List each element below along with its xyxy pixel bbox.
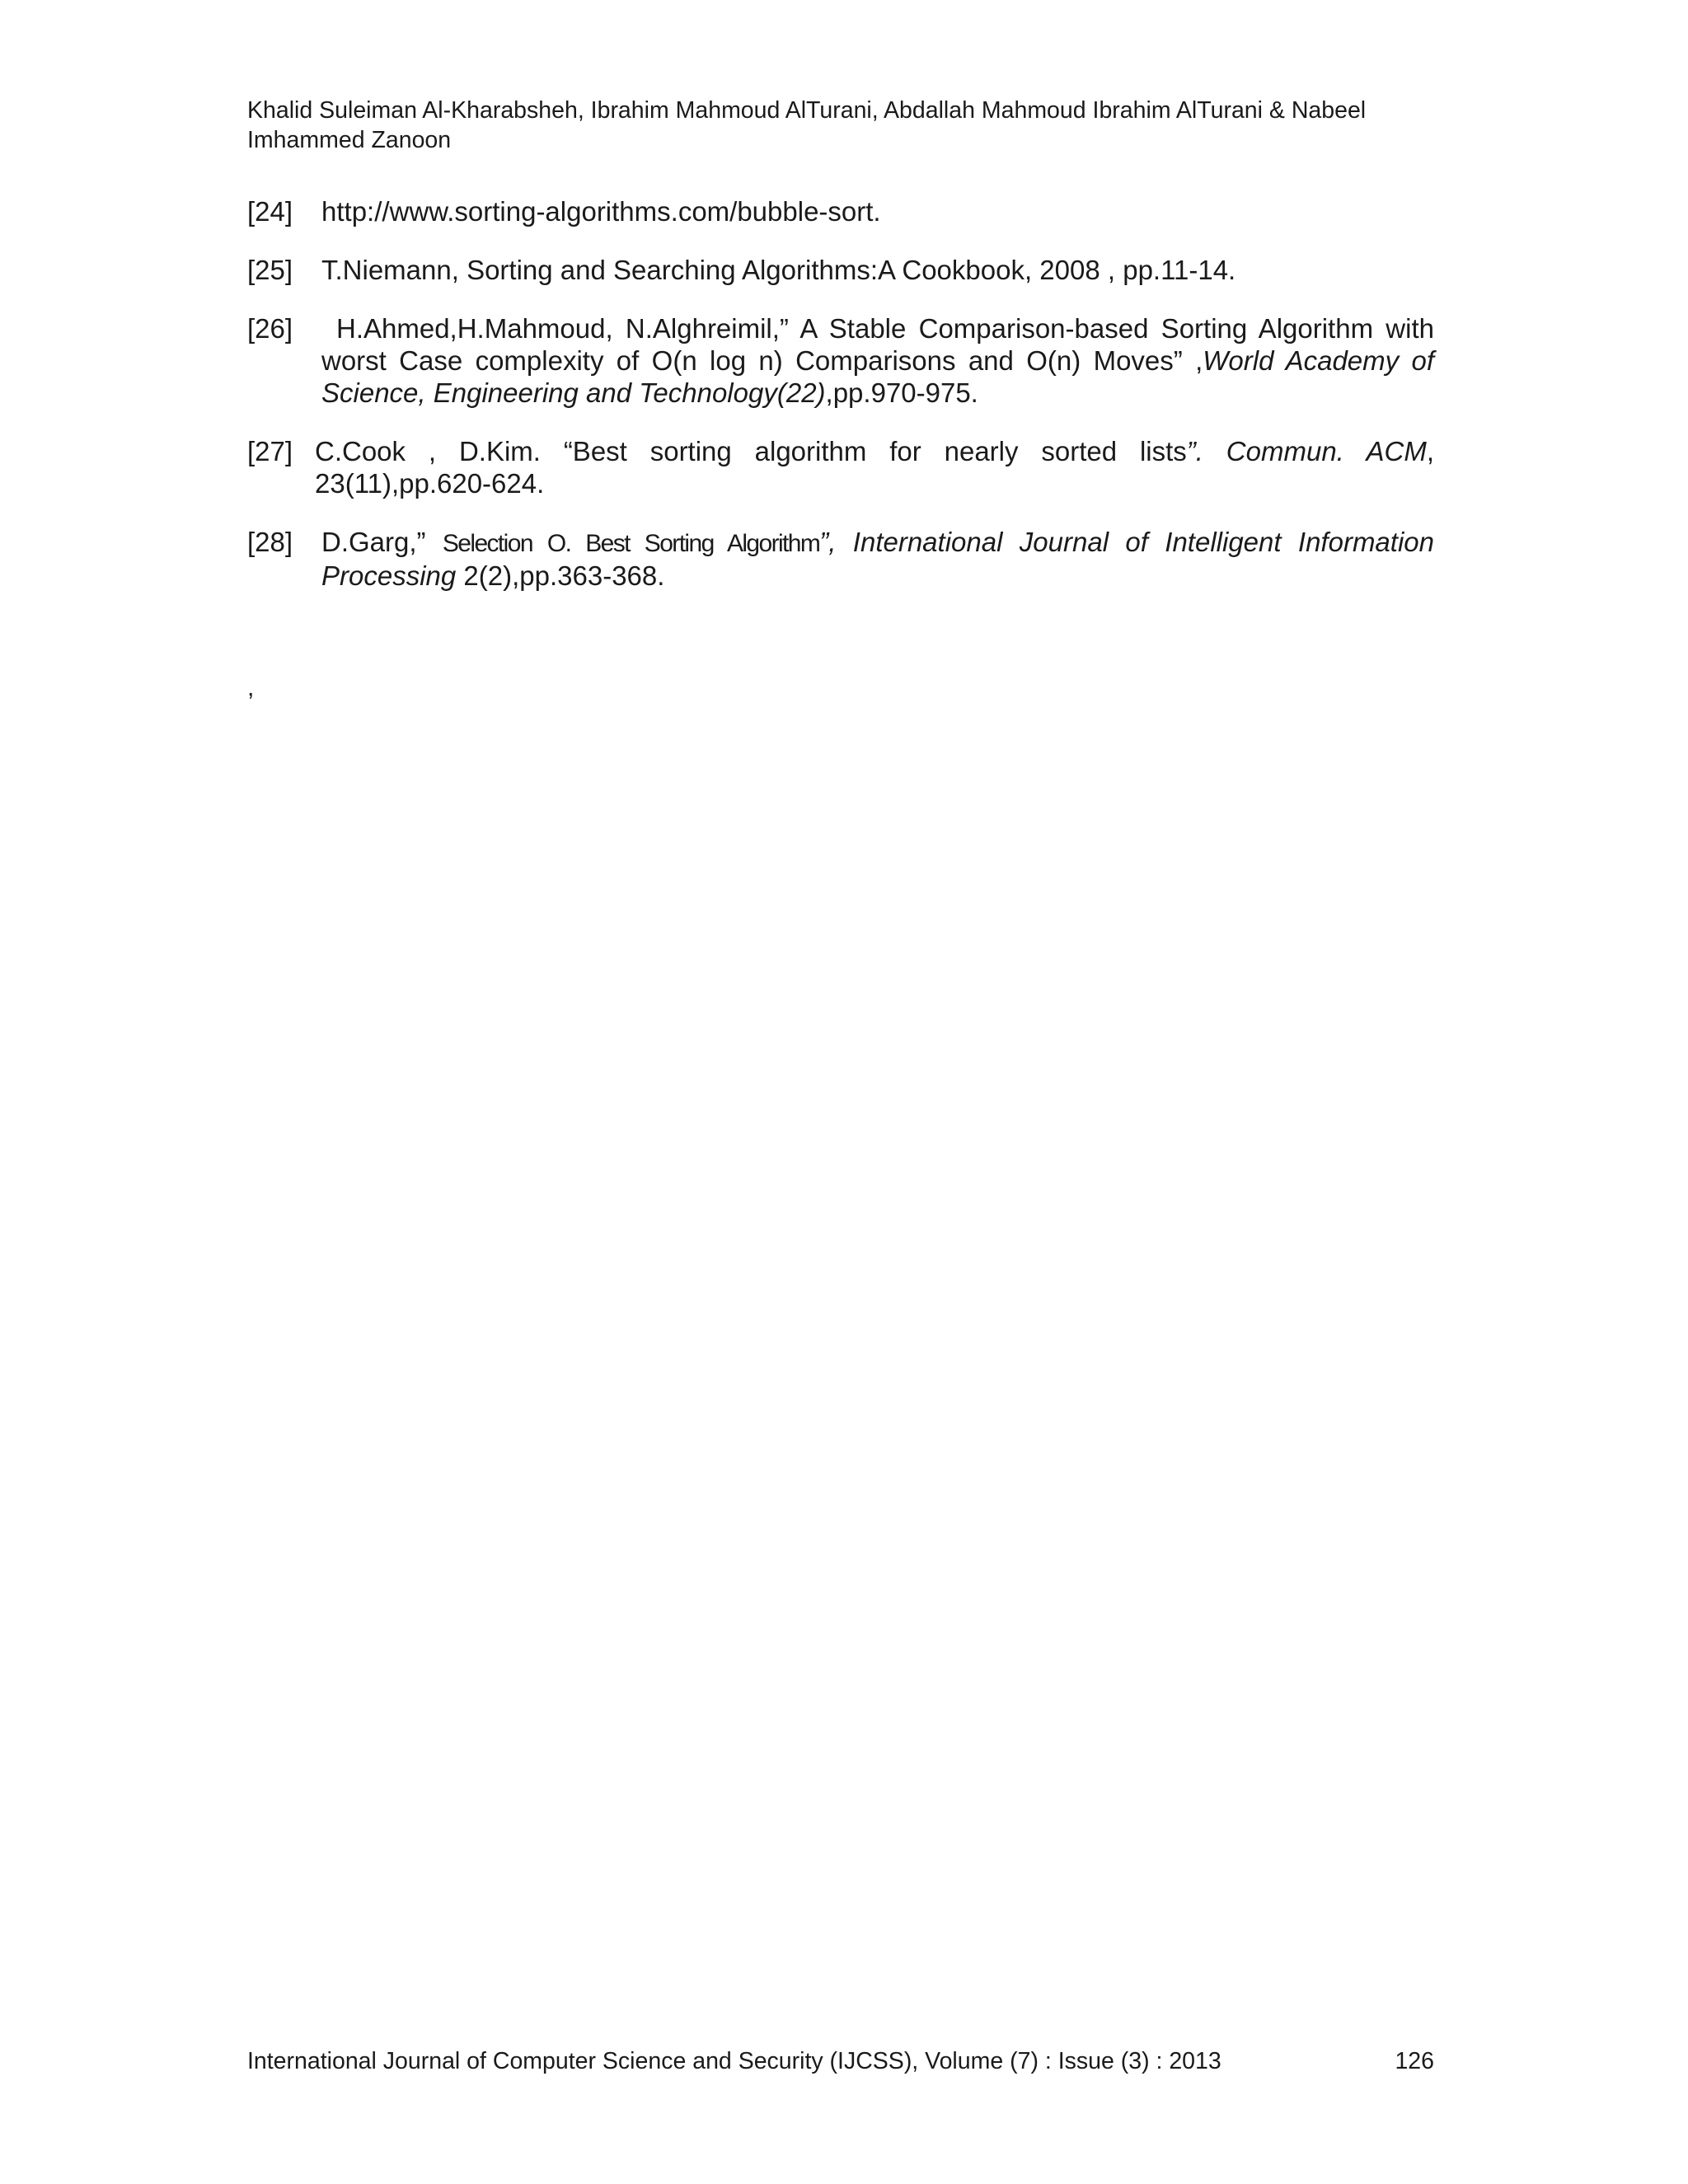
reference-number: [25]: [247, 255, 293, 285]
reference-source: World Academy of Science, Engineering and Technology(22): [321, 345, 1434, 408]
reference-pages: 2(2),pp.363-368.: [456, 560, 665, 591]
page-footer: [247, 2046, 1434, 2076]
reference-pages: ,pp.970-975.: [825, 377, 978, 408]
reference-number: [26]: [247, 313, 293, 344]
reference-27: [247, 435, 1434, 499]
running-header: [247, 96, 1442, 155]
reference-link[interactable]: http://www.sorting-algorithms.com/bubble-sort.: [321, 196, 881, 227]
reference-text: D.Garg,”: [321, 527, 443, 557]
reference-text: T.Niemann, Sorting and Searching Algorithms:A Cookbook, 2008 , pp.11-14.: [321, 255, 1236, 285]
reference-source: ”, International Journal of Intelligent Information Processing: [321, 527, 1434, 591]
reference-source: ”. Commun. ACM: [1186, 436, 1427, 466]
footer-journal: International Journal of Computer Science and Security (IJCSS), Volume (7) : Issue (3) : 2013: [247, 2048, 1221, 2074]
reference-26: [247, 312, 1434, 409]
reference-text: C.Cook , D.Kim. “Best sorting algorithm for nearly sorted lists: [315, 436, 1187, 466]
reference-number: [28]: [247, 527, 293, 557]
reference-number: [24]: [247, 196, 293, 227]
reference-body: [321, 526, 1434, 592]
reference-number: [27]: [247, 436, 293, 466]
reference-body: [315, 435, 1434, 499]
reference-25: [247, 254, 1434, 286]
stray-comma: ,: [247, 674, 255, 701]
header-authors: Khalid Suleiman Al-Kharabsheh, Ibrahim Mahmoud AlTurani, Abdallah Mahmoud Ibrahim AlTurani & Nabeel Imhammed Zanoon: [247, 97, 1367, 153]
reference-text: H.Ahmed,H.Mahmoud, N.Alghreimil,” A Stable Comparison-based Sorting Algorithm with worst Case complexity of O(n log n) Comparisons and O(n) Moves” ,: [321, 313, 1434, 376]
page-number: 126: [1395, 2048, 1434, 2074]
reference-body: [321, 312, 1434, 409]
reference-pages: , 23(11),pp.620-624.: [315, 436, 1434, 499]
reference-title: Selection O. Best Sorting Algorithm: [442, 530, 820, 557]
reference-list: [247, 195, 1434, 618]
reference-24: [247, 195, 1434, 227]
reference-28: [247, 526, 1434, 592]
